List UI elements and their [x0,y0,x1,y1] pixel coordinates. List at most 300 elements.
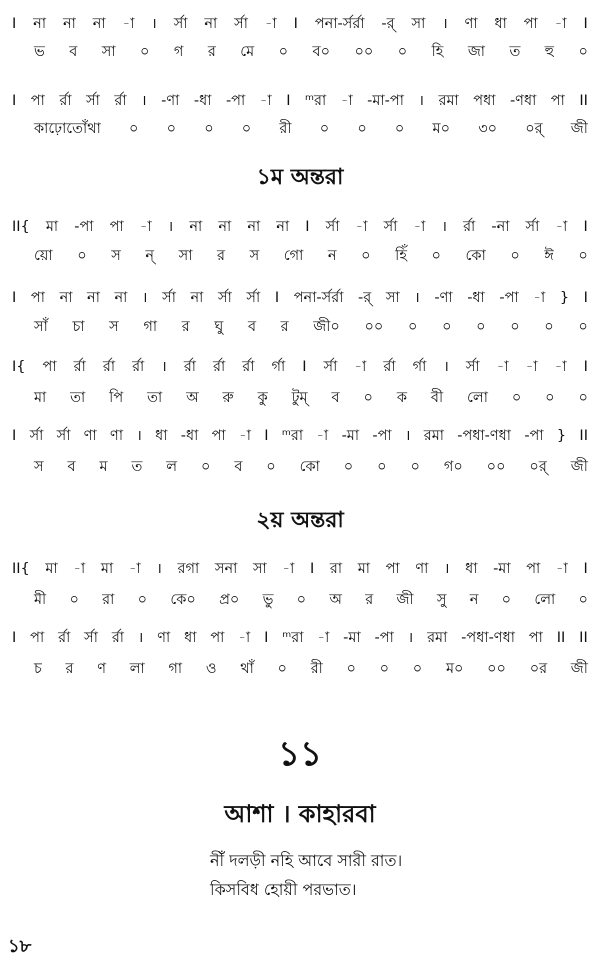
lyric-syllable: ০ [578,390,588,406]
notation-symbol: I [293,16,298,32]
notation-symbol: I [302,359,307,375]
lyric-syllable: ঈ [544,248,554,264]
notation-symbol: -া [122,16,135,32]
lyric-row [12,317,588,337]
lyric-syllable: ০০ [487,661,506,677]
notation-symbol: I [12,93,17,109]
notation-symbol: II [579,428,588,444]
notation-symbol: ᵐরা [281,428,304,444]
notation-symbol: র্সা [325,219,340,235]
lyric-syllable: র [280,319,289,335]
lyric-row [12,388,588,408]
lyric-syllable: র [181,319,190,335]
lyric-syllable: ন [469,592,479,608]
lyric-syllable: ব [69,44,78,60]
notation-symbol: না [247,219,261,235]
notation-symbol: রমা [427,630,448,646]
notation-symbol: র্রা [242,359,255,375]
notation-symbol: -পা [499,290,519,306]
lyric-syllable: অ [329,592,342,608]
lyric-syllable: গ [173,44,184,60]
lyric-syllable: মী [34,592,47,608]
notation-symbol: র্সা [383,219,398,235]
notation-symbol: II{ [12,561,30,577]
notation-symbol: -া [259,93,272,109]
lyric-syllable: ০ [343,459,354,475]
verse-line: কিসবিধ হোয়ী পরভাত। [210,880,357,899]
lyric-syllable: সা [178,248,193,264]
lyric-syllable: ০র্ [525,121,543,137]
lyric-syllable: রী [279,121,292,137]
notation-symbol: র্রা [383,359,396,375]
lyric-syllable: কো [299,459,320,475]
notation-symbol: ᵐরা [282,630,304,646]
notation-symbol: পা [42,359,57,375]
notation-symbol: -মা [343,630,361,646]
notation-symbol: -র্ [358,290,372,306]
notation-symbol: -ধা [467,290,485,306]
notation-symbol: । [137,630,144,646]
notation-symbol: } [559,290,570,306]
lyric-syllable: ০ [277,661,287,677]
notation-symbol: সনা [214,561,238,577]
notation-symbol: পা [523,16,538,32]
notation-symbol: রগা [177,561,200,577]
notation-symbol: না [190,290,204,306]
notation-row [12,14,588,34]
notation-symbol: -পা [372,428,392,444]
notation-symbol: -া [496,359,509,375]
lyric-syllable: জী [570,121,588,137]
notation-symbol: র্সা [525,219,540,235]
notation-symbol: না [59,290,73,306]
antara-heading: ২য় অন্তরা [256,508,344,533]
lyric-syllable: ০ [545,390,555,406]
lyric-syllable: ০ [442,319,452,335]
lyric-syllable: ০ [407,319,418,335]
lyric-syllable: ০ [200,459,211,475]
lyric-syllable: ০ [363,390,373,406]
lyric-syllable: প্র০ [219,592,240,608]
notation-symbol: । [142,290,148,306]
lyric-syllable: ০ [412,661,423,677]
notation-symbol: -া [238,630,251,646]
notation-symbol: পা [109,219,124,235]
lyric-syllable: স [34,459,44,475]
lyric-syllable: কো [465,248,486,264]
lyric-syllable: ০ [319,121,330,137]
lyric-syllable: চ [34,661,42,677]
notation-symbol: -ণা [161,93,180,109]
notation-symbol: -া [554,359,567,375]
notation-symbol: -া [554,16,567,32]
lyric-syllable: ল [166,459,178,475]
notation-symbol: I [309,561,315,577]
notation-symbol: র্সা [323,359,338,375]
lyric-syllable: ব [331,390,340,406]
notation-symbol: -মা-পা [367,93,404,109]
notation-symbol: পা [528,630,543,646]
notation-symbol: -পা [225,93,246,109]
lyric-syllable: ন [327,248,337,264]
notation-symbol: -া [128,561,141,577]
notation-symbol: র্সা [162,290,176,306]
notation-symbol: র্গা [271,359,286,375]
notation-symbol: র্রা [463,219,476,235]
lyric-row [12,42,588,62]
notation-symbol: ণা [110,428,124,444]
notation-symbol: । [167,219,174,235]
notation-symbol: না [62,16,76,32]
notation-symbol: । [443,359,449,375]
lyric-syllable: গা [143,319,158,335]
lyric-syllable: ০ [410,459,420,475]
lyric-syllable: ভু [262,592,274,608]
notation-symbol: } [556,428,567,444]
lyric-syllable: ০ [128,121,139,137]
lyric-syllable: লা [129,661,145,677]
lyric-syllable: রা [102,592,115,608]
notation-symbol: -া [316,428,329,444]
lyric-syllable: সু [436,592,447,608]
notation-symbol: I [264,428,269,444]
lyric-syllable: হি [431,44,444,60]
lyric-syllable: ০ [346,661,356,677]
lyric-syllable: ০ [510,248,520,264]
lyric-syllable: ০ [578,592,588,608]
lyric-syllable: গা [168,661,183,677]
lyric-syllable: সা [101,44,116,60]
lyric-syllable: ০ [578,319,588,335]
lyric-syllable: ০র্ [529,459,547,475]
notation-symbol: ণা [157,630,171,646]
notation-row [12,426,588,446]
lyric-syllable: মে [240,44,255,60]
notation-symbol: ণা [464,16,478,32]
notation-symbol: I [286,93,291,109]
lyric-syllable: ০০ [364,319,384,335]
notation-symbol: -া [139,219,152,235]
notation-symbol: র্রা [183,359,197,375]
lyric-syllable: কে০ [170,592,196,608]
notation-symbol: I [583,561,588,577]
lyric-syllable: ম০ [445,661,464,677]
notation-symbol: র্সা [86,93,100,109]
lyric-syllable: ন্ [145,248,155,264]
lyric-syllable: ০ [510,319,520,335]
lyric-row [12,659,588,679]
lyric-syllable: ০ [166,121,177,137]
notation-symbol: মা [45,219,59,235]
notation-symbol: সা [385,290,400,306]
notation-symbol: I [12,290,17,306]
lyric-syllable: অ [186,390,199,406]
notation-symbol: না [114,290,128,306]
notation-symbol: রমা [423,428,444,444]
notation-symbol: র্সা [84,630,98,646]
notation-symbol: রা [329,561,343,577]
lyric-syllable: ০ [278,44,289,60]
notation-symbol: -া [282,561,295,577]
notation-symbol: -ণধা [509,93,537,109]
notation-symbol: -পধা-ণধা [457,428,512,444]
notation-symbol: । [136,428,142,444]
notation-symbol: র্সা [56,428,71,444]
lyric-row [12,457,588,477]
notation-symbol: । [418,93,424,109]
lyric-syllable: তা [70,390,86,406]
notation-symbol: পনা-র্সর্রা [293,290,344,306]
lyric-syllable: ণ [97,661,106,677]
notation-symbol: না [92,16,106,32]
lyric-syllable: মা [34,390,47,406]
notation-row [12,628,588,648]
notation-symbol: -া [525,359,538,375]
lyric-syllable: ঘু [214,319,224,335]
lyric-syllable: র [65,661,74,677]
lyric-syllable: ০ [69,592,79,608]
notation-symbol: I [583,16,588,32]
lyric-syllable: ০০ [486,459,506,475]
raag-taal-title: আশা । কাহারবা [224,800,376,828]
notation-symbol: I [264,630,269,646]
lyric-syllable: ০ [578,248,588,264]
notation-symbol: -পধা-ণধা [461,630,515,646]
lyric-syllable: হু [544,44,555,60]
notation-symbol: -া [340,93,353,109]
notation-symbol: র্রা [132,359,145,375]
lyric-syllable: র [365,592,374,608]
notation-symbol: -মা [341,428,360,444]
lyric-syllable: ব [247,319,257,335]
lyric-row [12,119,588,139]
notation-symbol: র্রা [59,93,72,109]
notation-symbol: -া [413,219,426,235]
page-number: ১৮ [8,936,32,957]
lyric-syllable: টুম্ [291,390,308,406]
notation-symbol: ধা [465,561,478,577]
notation-symbol: -া [239,428,251,444]
notation-row [12,559,588,579]
notation-symbol: II [579,630,588,646]
notation-symbol: র্রা [102,359,116,375]
lyric-syllable: ০ [397,44,408,60]
notation-symbol: I [12,16,17,32]
notation-row [12,217,588,237]
notation-symbol: -া [355,219,368,235]
lyric-syllable: রী [310,661,323,677]
notation-symbol: -ধা [180,428,199,444]
notation-symbol: । [407,630,414,646]
notation-symbol: র্সা [29,428,44,444]
notation-symbol: -মা [493,561,511,577]
notation-symbol: ধা [184,630,197,646]
lyric-syllable: তা [147,390,163,406]
lyric-syllable: কু [257,390,268,406]
notation-symbol: র্সা [218,290,232,306]
notation-symbol: I [305,219,310,235]
lyric-row [12,590,588,610]
lyric-syllable: থাঁ [240,661,254,677]
lyric-syllable: জী [570,459,588,475]
notation-symbol: । [442,16,448,32]
notation-symbol: না [276,219,290,235]
notation-symbol: ধা [155,428,168,444]
lyric-syllable: জী০ [313,319,340,335]
notation-symbol: -া [533,290,546,306]
lyric-syllable: বী [430,390,444,406]
lyric-syllable: লো [467,390,488,406]
notation-symbol: মা [357,561,370,577]
lyric-syllable: ০০ [354,44,374,60]
notation-symbol: না [218,219,232,235]
notation-symbol: ধা [494,16,507,32]
lyric-syllable: য়ো [34,248,53,264]
lyric-syllable: ০ [476,319,486,335]
notation-symbol: । [404,428,411,444]
lyric-syllable: র [217,248,225,264]
notation-symbol: র্রা [73,359,86,375]
lyric-syllable: জা [467,44,486,60]
notation-symbol: -পা [74,219,94,235]
notation-symbol: । [156,561,162,577]
notation-symbol: পা [526,561,541,577]
notation-symbol: -ধা [193,93,212,109]
notation-symbol: -া [317,630,330,646]
lyric-syllable: ম [99,459,108,475]
notation-symbol: র্সা [173,16,188,32]
notation-symbol: সা [411,16,426,32]
notation-symbol: I [12,630,17,646]
lyric-syllable: ০ [357,121,367,137]
lyric-syllable: চা [72,319,85,335]
notation-symbol: -পা [374,630,394,646]
lyric-syllable: ০ [578,44,588,60]
lyric-syllable: ০ [379,661,390,677]
lyric-syllable: স [111,248,121,264]
lyric-syllable: ০ [266,459,276,475]
notation-symbol: -া [73,561,86,577]
notation-symbol: -না [491,219,510,235]
notation-symbol: । [141,93,147,109]
lyric-syllable: ম০ [432,121,451,137]
notation-symbol: -পা [524,428,544,444]
lyric-syllable: ০ [394,121,405,137]
notation-symbol: মা [100,561,114,577]
notation-symbol: পা [385,561,400,577]
notation-symbol: পা [30,630,45,646]
notation-symbol: পা [30,93,45,109]
notation-symbol: I [274,290,280,306]
lyric-syllable: ত [509,44,521,60]
notation-symbol: । [441,219,447,235]
notation-symbol: র্রা [111,630,125,646]
notation-symbol: পা [30,290,45,306]
notation-symbol: I{ [12,359,26,375]
notation-symbol: র্রা [114,93,127,109]
notation-symbol: না [204,16,218,32]
notation-symbol: না [87,290,100,306]
lyric-syllable: হিঁ [395,248,407,264]
lyric-syllable: স [249,248,260,264]
notation-row [12,357,588,377]
lyric-syllable: সাঁ [34,319,48,335]
lyric-syllable: গো [283,248,304,264]
notation-symbol: পা [211,428,226,444]
lyric-syllable: রু [222,390,234,406]
notation-symbol: । [443,561,450,577]
lyric-syllable: গ০ [443,459,463,475]
notation-symbol: র্সা [246,290,261,306]
lyric-syllable: পি [109,390,124,406]
notation-symbol: -া [264,16,277,32]
lyric-syllable: ০ [431,248,441,264]
notation-symbol: পা [210,630,225,646]
notation-symbol: -া [555,219,568,235]
notation-symbol: সা [252,561,267,577]
lyric-syllable: ব [67,459,76,475]
lyric-syllable: ০ [511,390,522,406]
notation-symbol: রমা [438,93,459,109]
lyric-syllable: কাঢ়োতোঁথা [34,121,101,137]
lyric-syllable: ক [396,390,407,406]
notation-symbol: II{ [12,219,30,235]
notation-symbol: পনা-র্সর্রা [314,16,365,32]
lyric-syllable: জী [570,661,588,677]
notation-symbol: । [151,16,157,32]
notation-symbol: র্রা [213,359,226,375]
lyric-syllable: ০ [241,121,252,137]
lyric-syllable: ব০ [312,44,330,60]
lyric-syllable: ব [234,459,243,475]
notation-symbol: I [12,428,17,444]
lyric-syllable: স [109,319,119,335]
notation-symbol: I [583,219,588,235]
lyric-syllable: ০র [529,661,548,677]
lyric-syllable: র [207,44,216,60]
verse-line: নীঁ দলড়ী নহি আবে সারী রাত। [210,851,403,870]
notation-symbol: -র্ [381,16,395,32]
lyric-syllable: লো [534,592,556,608]
notation-symbol: পা [550,93,565,109]
notation-symbol: পধা [473,93,496,109]
lyric-syllable: ০ [137,592,148,608]
lyric-row [12,246,588,266]
notation-symbol: II [579,93,588,109]
notation-symbol: I [583,359,588,375]
lyric-syllable: ০ [140,44,150,60]
lyric-syllable: ০ [377,459,387,475]
notation-symbol: র্সা [465,359,480,375]
notation-symbol: র্গা [412,359,427,375]
notation-row [12,288,588,308]
lyric-syllable: জী [396,592,414,608]
lyric-syllable: ০ [361,248,371,264]
lyric-syllable: ০ [204,121,214,137]
song-number: ১১ [277,734,323,774]
lyric-syllable: ০ [77,248,87,264]
notation-symbol: II [556,630,566,646]
notation-row [12,91,588,111]
lyric-syllable: ০ [544,319,554,335]
notation-symbol: । [414,290,420,306]
notation-symbol: র্সা [234,16,248,32]
notation-symbol: না [189,219,203,235]
notation-symbol: না [33,16,47,32]
lyric-syllable: ভ [34,44,45,60]
lyric-syllable: ও [205,661,217,677]
notation-symbol: । [161,359,167,375]
